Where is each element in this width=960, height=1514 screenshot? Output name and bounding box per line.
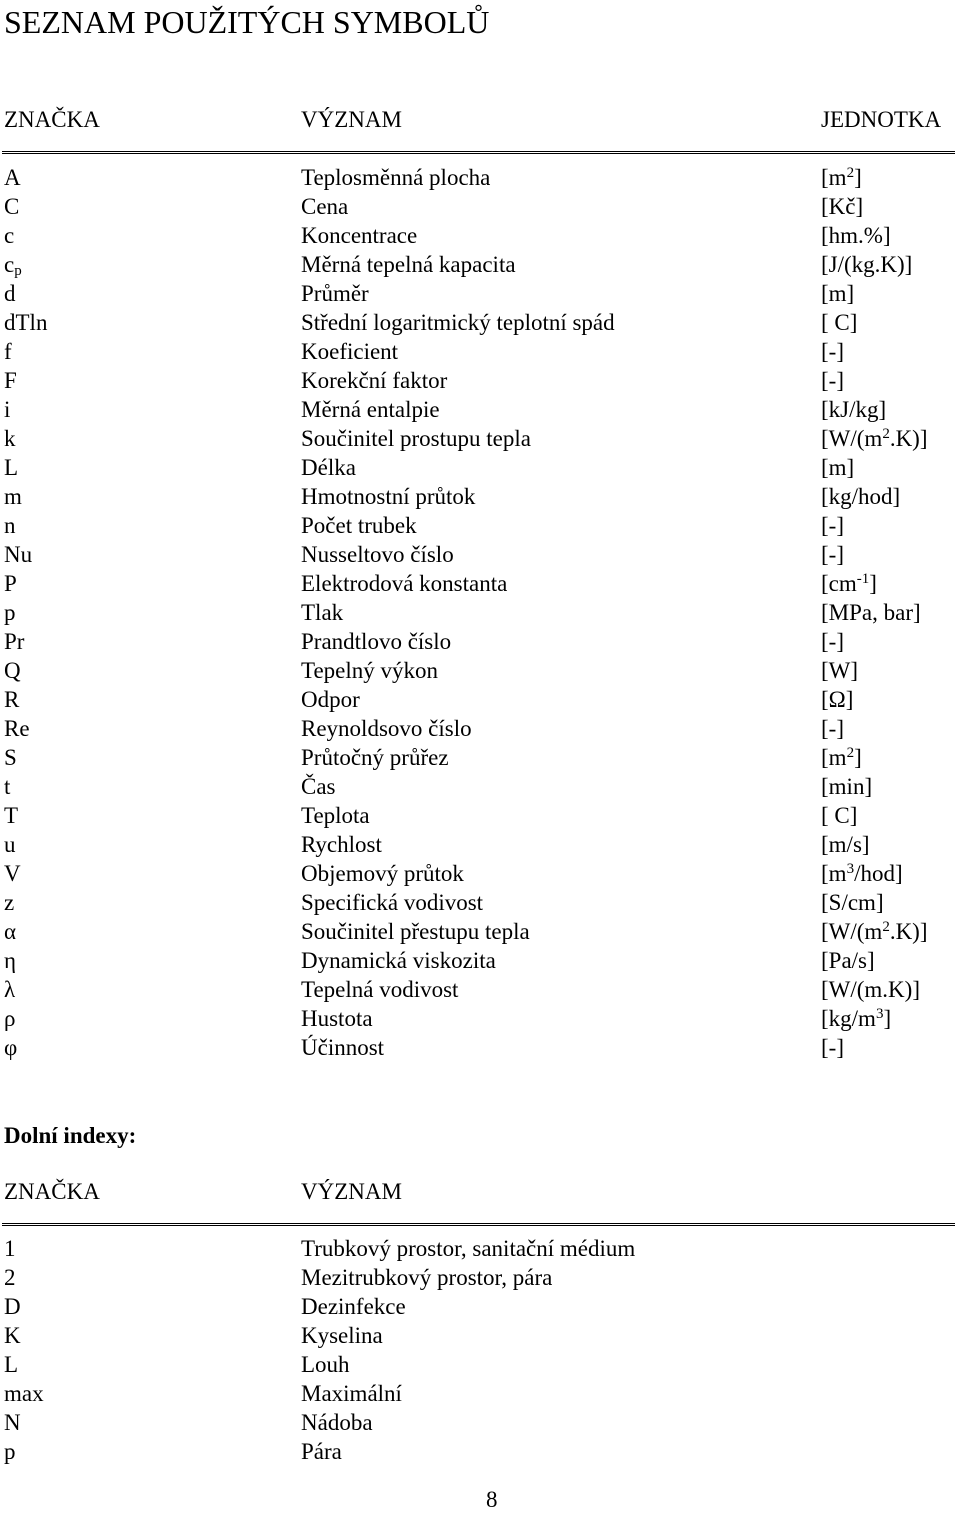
symbol-row	[0, 859, 960, 888]
symbol-unit: [MPa, bar]	[821, 600, 921, 625]
symbol-row	[0, 163, 960, 192]
symbol-row	[0, 830, 960, 859]
symbol-symbol: i	[4, 397, 11, 422]
symbol-unit: [-]	[821, 339, 844, 364]
subscript-symbol: N	[4, 1410, 21, 1435]
symbol-meaning: Dynamická viskozita	[301, 948, 496, 973]
symbol-meaning: Průtočný průřez	[301, 745, 449, 770]
subscript-symbol: L	[4, 1352, 19, 1377]
symbol-unit: $[m^2]$	[821, 165, 862, 190]
symbol-meaning: Teplosměnná plocha	[301, 165, 491, 190]
subscript-meaning: Dezinfekce	[301, 1294, 406, 1319]
symbol-symbol: d	[4, 281, 16, 306]
symbol-symbol: Q	[4, 658, 21, 683]
subscript-symbol: 1	[4, 1236, 16, 1261]
symbol-row	[0, 366, 960, 395]
symbol-unit: [-]	[821, 368, 844, 393]
symbol-meaning: Korekční faktor	[301, 368, 448, 393]
symbol-unit: [-]	[821, 513, 844, 538]
symbol-meaning: Reynoldsovo číslo	[301, 716, 472, 741]
header-symbol: ZNAČKA	[4, 107, 100, 132]
header-meaning: VÝZNAM	[301, 107, 402, 132]
symbol-symbol: k	[4, 426, 16, 451]
symbol-row	[0, 308, 960, 337]
symbol-row	[0, 975, 960, 1004]
symbol-meaning: Tlak	[301, 600, 344, 625]
symbol-unit: [Ω]	[821, 687, 854, 712]
symbol-row	[0, 192, 960, 221]
symbol-unit: [-]	[821, 542, 844, 567]
symbol-row	[0, 511, 960, 540]
header-divider	[2, 151, 955, 154]
symbol-symbol: C	[4, 194, 20, 219]
symbol-meaning: Elektrodová konstanta	[301, 571, 508, 596]
symbol-row	[0, 540, 960, 569]
symbol-symbol: u	[4, 832, 16, 857]
subscript-meaning: Mezitrubkový prostor, pára	[301, 1265, 553, 1290]
subscript-meaning: Louh	[301, 1352, 350, 1377]
symbol-symbol: $c_p$	[4, 252, 22, 279]
symbol-meaning: Průměr	[301, 281, 369, 306]
subscript-row	[0, 1408, 960, 1437]
symbol-meaning: Počet trubek	[301, 513, 417, 538]
symbol-unit: [ C]	[821, 803, 858, 828]
symbol-meaning: Prandtlovo číslo	[301, 629, 452, 654]
symbol-row	[0, 627, 960, 656]
symbol-unit: [S/cm]	[821, 890, 884, 915]
symbol-unit: [m/s]	[821, 832, 870, 857]
subscript-symbol: K	[4, 1323, 21, 1348]
page-title: SEZNAM POUŽITÝCH SYMBOLŮ	[4, 4, 490, 40]
symbol-row	[0, 1004, 960, 1033]
subscript-symbol: p	[4, 1439, 16, 1464]
subscript-row	[0, 1292, 960, 1321]
symbol-meaning: Koeficient	[301, 339, 399, 364]
symbol-unit: $[m^2]$	[821, 745, 862, 770]
subscript-row	[0, 1321, 960, 1350]
symbol-meaning: Odpor	[301, 687, 360, 712]
symbol-row	[0, 453, 960, 482]
symbol-row	[0, 714, 960, 743]
subscript-meaning: Kyselina	[301, 1323, 383, 1348]
symbol-symbol: λ	[4, 977, 16, 1002]
symbol-symbol: φ	[4, 1035, 18, 1060]
symbol-unit: [m]	[821, 455, 855, 480]
symbol-symbol: F	[4, 368, 17, 393]
symbol-row	[0, 743, 960, 772]
symbol-unit: $[kg/m^3]$	[821, 1006, 892, 1031]
symbol-row	[0, 250, 960, 279]
symbol-unit: [-]	[821, 1035, 844, 1060]
symbol-meaning: Hustota	[301, 1006, 373, 1031]
symbol-row	[0, 424, 960, 453]
symbol-meaning: Teplota	[301, 803, 370, 828]
subscript-row	[0, 1379, 960, 1408]
subscript-meaning: Maximální	[301, 1381, 402, 1406]
symbol-meaning: Měrná tepelná kapacita	[301, 252, 516, 277]
symbol-unit: [ C]	[821, 310, 858, 335]
symbol-meaning: Specifická vodivost	[301, 890, 484, 915]
subscripts-table	[0, 1234, 960, 1466]
symbol-meaning: Nusseltovo číslo	[301, 542, 454, 567]
subscript-symbol: D	[4, 1294, 21, 1319]
symbol-symbol: dTln	[4, 310, 48, 335]
symbol-symbol: n	[4, 513, 16, 538]
symbol-meaning: Délka	[301, 455, 356, 480]
symbol-symbol: Re	[4, 716, 30, 741]
page-number: 8	[486, 1487, 498, 1512]
symbol-row	[0, 801, 960, 830]
symbol-symbol: T	[4, 803, 19, 828]
subscripts-header-meaning: VÝZNAM	[301, 1179, 402, 1204]
subscript-symbol: 2	[4, 1265, 16, 1290]
symbol-unit: [W/(m.K)]	[821, 977, 920, 1002]
symbol-row	[0, 685, 960, 714]
symbol-symbol: L	[4, 455, 19, 480]
symbol-symbol: ρ	[4, 1006, 16, 1031]
symbol-meaning: Cena	[301, 194, 349, 219]
symbol-symbol: Pr	[4, 629, 25, 654]
subscript-symbol: max	[4, 1381, 44, 1406]
symbol-symbol: P	[4, 571, 17, 596]
symbol-meaning: Hmotnostní průtok	[301, 484, 476, 509]
symbol-row	[0, 598, 960, 627]
symbol-unit: [Pa/s]	[821, 948, 875, 973]
symbol-unit: $[cm^{-1}]$	[821, 571, 877, 596]
symbol-unit: $[m^3/hod]$	[821, 861, 903, 886]
symbol-unit: [hm.%]	[821, 223, 891, 248]
symbol-symbol: t	[4, 774, 11, 799]
symbol-symbol: η	[4, 948, 17, 973]
symbol-unit: [kJ/kg]	[821, 397, 887, 422]
symbol-symbol: m	[4, 484, 22, 509]
symbol-meaning: Součinitel přestupu tepla	[301, 919, 530, 944]
subscripts-header-symbol: ZNAČKA	[4, 1179, 100, 1204]
symbol-meaning: Rychlost	[301, 832, 382, 857]
symbols-table	[0, 163, 960, 1062]
subscript-row	[0, 1263, 960, 1292]
symbol-row	[0, 221, 960, 250]
subscripts-divider	[2, 1223, 955, 1226]
symbol-row	[0, 395, 960, 424]
symbol-row	[0, 772, 960, 801]
subscript-row	[0, 1437, 960, 1466]
symbol-unit: [Kč]	[821, 194, 864, 219]
symbol-row	[0, 656, 960, 685]
symbol-symbol: f	[4, 339, 12, 364]
symbol-row	[0, 337, 960, 366]
subscript-row	[0, 1350, 960, 1379]
symbol-row	[0, 888, 960, 917]
subscript-meaning: Nádoba	[301, 1410, 373, 1435]
symbol-meaning: Účinnost	[301, 1035, 385, 1060]
symbol-unit: [kg/hod]	[821, 484, 901, 509]
symbol-symbol: V	[4, 861, 21, 886]
symbol-meaning: Objemový průtok	[301, 861, 464, 886]
symbol-symbol: c	[4, 223, 15, 248]
symbol-meaning: Čas	[301, 774, 336, 799]
symbol-unit: $[W/(m^2.K)]$	[821, 426, 928, 451]
symbol-symbol: p	[4, 600, 16, 625]
symbol-unit: [W]	[821, 658, 859, 683]
symbol-unit: [-]	[821, 629, 844, 654]
symbol-unit: [-]	[821, 716, 844, 741]
header-unit: JEDNOTKA	[821, 107, 942, 132]
symbol-unit: [J/(kg.K)]	[821, 252, 913, 277]
symbol-unit: [m]	[821, 281, 855, 306]
symbol-unit: [min]	[821, 774, 873, 799]
symbol-symbol: α	[4, 919, 17, 944]
symbol-meaning: Součinitel prostupu tepla	[301, 426, 531, 451]
subscript-meaning: Trubkový prostor, sanitační médium	[301, 1236, 636, 1261]
symbol-symbol: z	[4, 890, 15, 915]
symbol-row	[0, 279, 960, 308]
symbol-row	[0, 946, 960, 975]
symbol-row	[0, 1033, 960, 1062]
symbol-meaning: Měrná entalpie	[301, 397, 440, 422]
symbol-meaning: Střední logaritmický teplotní spád	[301, 310, 615, 335]
subscript-row	[0, 1234, 960, 1263]
symbol-row	[0, 482, 960, 511]
symbol-symbol: S	[4, 745, 17, 770]
subscript-meaning: Pára	[301, 1439, 342, 1464]
symbol-unit: $[W/(m^2.K)]$	[821, 919, 928, 944]
subscripts-heading: Dolní indexy:	[4, 1123, 137, 1148]
symbol-meaning: Koncentrace	[301, 223, 418, 248]
symbol-meaning: Tepelný výkon	[301, 658, 439, 683]
symbol-symbol: Nu	[4, 542, 33, 567]
symbol-symbol: A	[4, 165, 21, 190]
symbol-symbol: R	[4, 687, 20, 712]
symbol-meaning: Tepelná vodivost	[301, 977, 459, 1002]
symbol-row	[0, 569, 960, 598]
symbol-row	[0, 917, 960, 946]
